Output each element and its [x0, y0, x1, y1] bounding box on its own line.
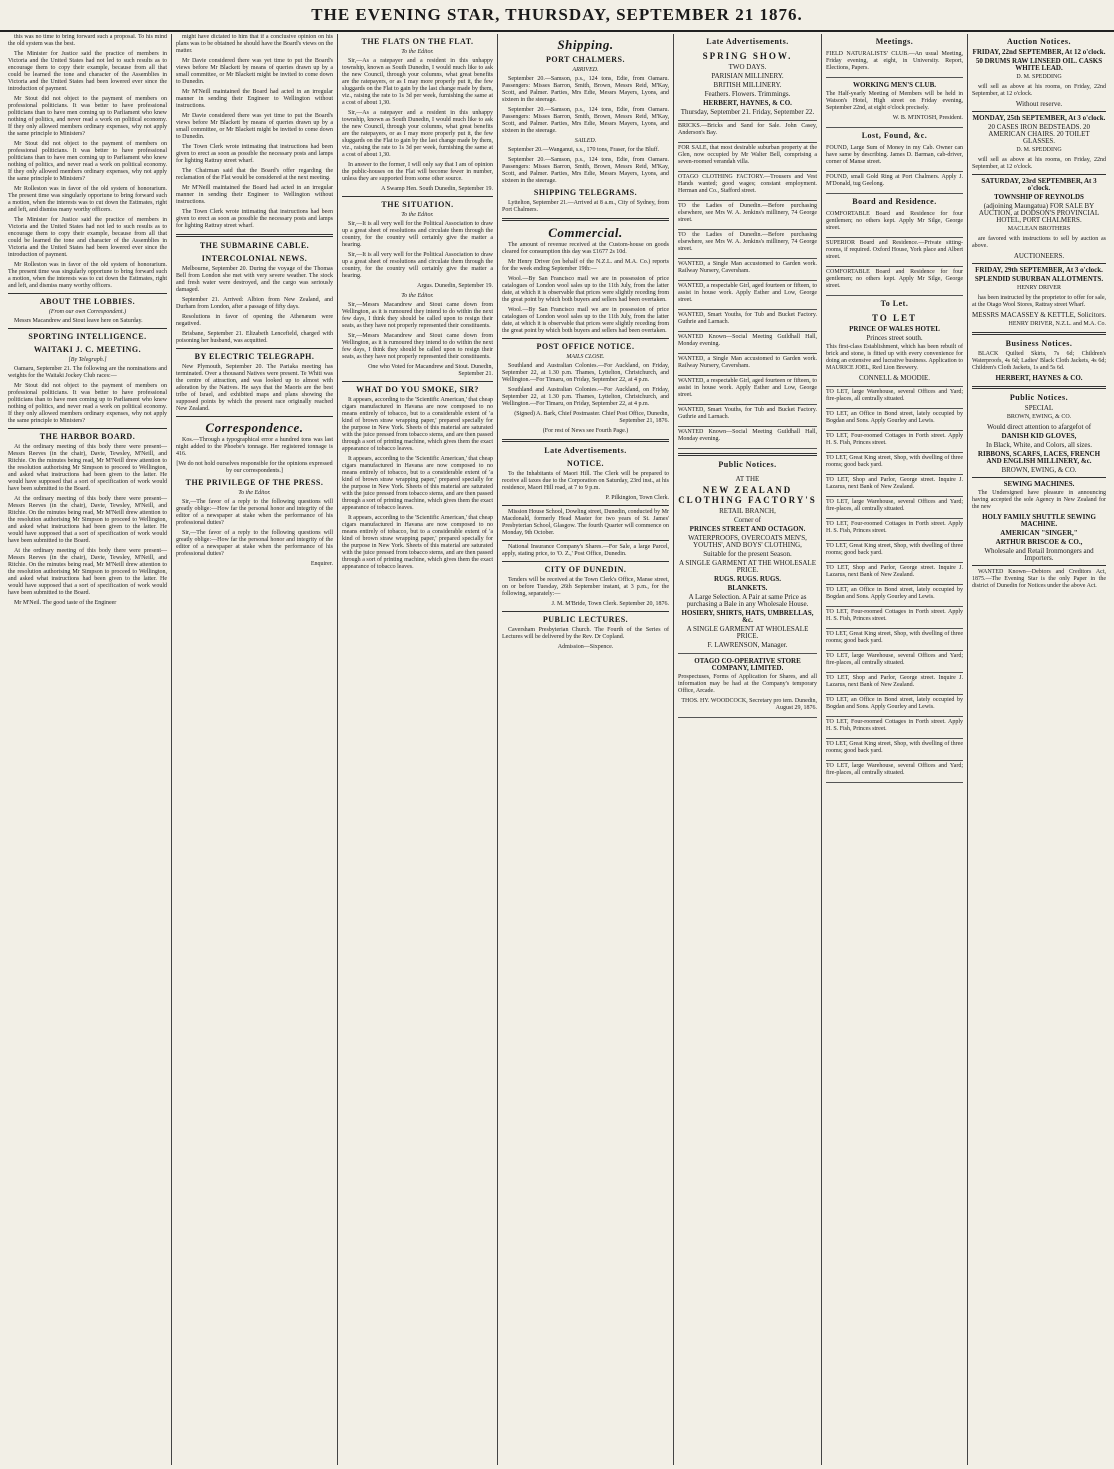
ad-text: has been instructed by the proprietor to offer for sale, at the Otago Wool Stores, Rattray street Wharf. [972, 295, 1106, 308]
advertisement [826, 143, 963, 172]
ad-text: BLACK Quilted Skirts, 7s 6d; Children's Waterproofs, 4s 6d; Ladies' Black Cloth Jackets, 4s 6d; Children's Cloth Jackets, 1s and 5s 6d. [972, 351, 1106, 371]
ad-line: RETAIL BRANCH, [719, 507, 776, 515]
ad-text: TO the Ladies of Dunedin.—Before purchasing elsewhere, see Mrs W. A. Jenkins's millinery, 74 George street. [678, 232, 817, 252]
ad-text: OTAGO CLOTHING FACTORY.—Trousers and Vest Hands wanted; good wages; constant employment. Herman and Co., Stafford street. [678, 174, 817, 194]
auctioneer-name: HENRY DRIVER [1017, 285, 1061, 291]
ad-signoff: THOS. HY. WOODCOCK, Secretary pro tem. Dunedin, August 29, 1876. [681, 698, 817, 711]
ad-text: TO LET, Four-roomed Cottages in Forth street. Apply H. S. Fish, Princes street. [826, 719, 963, 732]
section-heading: THE SITUATION. [381, 200, 454, 209]
notice-signoff: (Signed) A. Bark, Chief Postmaster. Chief Post Office, Dunedin, September 21, 1876. [514, 411, 669, 424]
advertisement [826, 267, 963, 296]
ad-text: WANTED, a respectable Girl, aged fourteen or fifteen, to assist in house work. Apply Esther and Low, George street. [678, 283, 817, 303]
divider [502, 540, 669, 541]
advertisement [678, 427, 817, 449]
masthead-title: THE EVENING STAR, THURSDAY, SEPTEMBER 21 1876. [0, 0, 1114, 32]
ad-headline: BROWN, EWING, & CO. [1006, 414, 1072, 420]
article-paragraph: Sir,—The favor of a reply to the following questions will greatly oblige:—How far the personal honor and integrity of the editor of a newspaper at stake when the performance of his professional duties? [176, 530, 333, 557]
section-heading: NOTICE. [566, 459, 605, 468]
ad-line: HOLY FAMILY SHUTTLE SEWING MACHINE. [982, 513, 1096, 528]
ad-line: (adjoining Maungatua) FOR SALE BY AUCTION, at DODSON'S PROVINCIAL HOTEL, PORT CHALMERS. [978, 202, 1100, 224]
advertisement [826, 651, 963, 673]
auction-date: MONDAY, 25th SEPTEMBER, At 3 o'clock. [972, 114, 1106, 122]
article-paragraph: Mr M'Neill maintained the Board had acted in an irregular manner in sending their Engineer to Wellington without instructions. [176, 185, 333, 205]
article-paragraph: September 20.—Samson, p.s., 124 tons, Edie, from Oamaru. Passengers: Misses Barron, Smith, Brown, Messrs Reid, M'Kay, Scott, and Palmer. Parties, Mrs Edie, Messrs Mayers, Lyons, and sixteen in the steerage. [502, 107, 669, 134]
ad-line: PRINCE OF WALES HOTEL [849, 325, 940, 333]
divider [8, 328, 167, 329]
ad-text: TO LET, large Warehouse, several Offices and Yard; fire-places, all centrally situated. [826, 389, 963, 402]
article-paragraph: Mr Stout did not object to the payment of members on professional politicians. It was better to have professional politicians than to have men coming up to Parliament who knew nothing of politics, and never read a work on political economy. If they only allowed members ordinary expenses, why not apply the same principle to Ministers? [8, 141, 167, 182]
section-heading: INTERCOLONIAL NEWS. [201, 254, 308, 263]
advertisement [678, 310, 817, 332]
ad-text: COMFORTABLE Board and Residence for four gentlemen; no others kept. Apply Mr Silge, George street. [826, 269, 963, 289]
advertisement [678, 405, 817, 427]
auction-lot: 50 DRUMS RAW LINSEED OIL. CASKS WHITE LEAD. [975, 57, 1103, 72]
advertisement [826, 673, 963, 695]
ad-text: WANTED, Smart Youths, for Tub and Bucket Factory. Guthrie and Larnach. [678, 312, 817, 325]
advertisement [678, 281, 817, 310]
advertisement [826, 409, 963, 431]
advertisement [678, 49, 817, 121]
ad-text: TO the Ladies of Dunedin.—Before purchasing elsewhere, see Mrs W. A. Jenkins's millinery, 74 George street. [678, 203, 817, 223]
article-paragraph: Mr Stout did not object to the payment of members on professional politicians. It was better to have professional politicians than to have men coming up to Parliament who knew nothing of politics, and never read a work on political economy. If they only allowed members ordinary expenses, why not apply the same principle to Ministers? [8, 383, 167, 424]
section-heading: Meetings. [875, 37, 914, 46]
article-paragraph: Mission House School, Dowling street, Dunedin, conducted by Mr Macdonald, formerly Head Master for two years of St. James' Presbyterian School, Glasgow. The fourth Quarter will commence on Monday, 9th October. [502, 509, 669, 536]
section-heading: POST OFFICE NOTICE. [536, 342, 635, 351]
article-paragraph: Resolutions in favor of opening the Athenæum were negatived. [176, 314, 333, 327]
ad-line: BRITISH MILLINERY. [713, 81, 782, 89]
ad-line: RUGS. RUGS. RUGS. [713, 575, 782, 583]
advertisement [826, 717, 963, 739]
article-paragraph: this was no time to bring forward such a proposal. To his mind the old system was the best. [8, 34, 167, 47]
advertisement [678, 230, 817, 259]
ad-line: ARTHUR BRISCOE & CO., [995, 538, 1083, 546]
article-paragraph: Sir,—The favor of a reply to the following questions will greatly oblige:—How far the personal honor and integrity of the editor of a newspaper at stake when the performance of his professional duties? [176, 499, 333, 526]
ad-text: TO LET, Shop and Parlor, George street. Inquire J. Lazarus, next Bank of New Zealand. [826, 675, 963, 688]
article-paragraph: To the Inhabitants of Maori Hill. The Clerk will be prepared to receive all taxes due to the Corporation on Saturday, 23rd inst., at his residence, Maori Hill road, at 7 to 9 p.m. [502, 471, 669, 491]
article-paragraph: Sir,—Messrs Macandrew and Stout came down from Wellington, as it is rumoured they intend to do within the next few days, I think they should be called upon to resign their seats, as they have not properly represented their constituents. [342, 333, 493, 360]
ad-text: are favored with instructions to sell by auction as above. [972, 236, 1106, 249]
ad-line: TWO DAYS. [728, 63, 767, 71]
section-heading: BY ELECTRIC TELEGRAPH. [194, 352, 315, 361]
article-paragraph: Mr Davie considered there was yet time to put the Board's views before Mr Blackett by means of queries drawn up by a small committee, or Mr Blackett might be invited to come down to Dunedin. [176, 113, 333, 140]
divider [342, 196, 493, 197]
ad-line: OTAGO CO-OPERATIVE STORE COMPANY, LIMITED. [694, 657, 801, 672]
divider [176, 234, 333, 237]
editor-note: [We do not hold ourselves responsible for the opinions expressed by our correspondents.] [176, 461, 333, 474]
section-heading: Late Advertisements. [706, 37, 789, 46]
ad-line: WORKING MEN'S CLUB. [852, 81, 937, 89]
section-subheading: To the Editor. [238, 490, 271, 496]
advertisement [678, 332, 817, 354]
advertisement [678, 201, 817, 230]
ad-text: FOR SALE, that most desirable suburban property at the Glen, now occupied by Mr Walter Bell, comprising a seven-roomed verandah villa. [678, 145, 817, 165]
ad-line: Corner of [733, 516, 762, 524]
article-paragraph: Kos.—Through a typographical error a hundred tons was last night added to the Phoebe's tonnage. Her registered tonnage is 416. [176, 437, 333, 457]
divider [972, 386, 1106, 389]
section-heading: ABOUT THE LOBBIES. [39, 297, 136, 306]
ad-text: TO LET, an Office in Bond street, lately occupied by Bogdan and Sons. Apply Gourley and Lewis. [826, 697, 963, 710]
section-heading: Lost, Found, &c. [861, 131, 928, 140]
article-paragraph: Mr Henry Driver (on behalf of the N.Z.L. and M.A. Co.) reports for the week ending September 19th:— [502, 259, 669, 272]
ad-line: Suitable for the present Season. [703, 550, 792, 558]
article-paragraph: Mr Davie considered there was yet time to put the Board's views before Mr Blackett by means of queries drawn up by a small committee, or Mr Blackett might be invited to come down to Dunedin. [176, 58, 333, 85]
ad-text: COMFORTABLE Board and Residence for four gentlemen; no others kept. Apply Mr Silge, George street. [826, 211, 963, 231]
article-paragraph: The Town Clerk wrote intimating that instructions had been given to erect as soon as possible the necessary posts and lamps for lighting Rattray street wharf. [176, 209, 333, 229]
divider [972, 565, 1106, 566]
section-heading: THE PRIVILEGE OF THE PRESS. [185, 478, 324, 487]
section-subheading: (From our own Correspondent.) [48, 309, 127, 315]
ad-headline: NEW ZEALAND CLOTHING FACTORY'S [678, 485, 817, 505]
auction-lot: 20 CASES IRON BEDSTEADS. 20 AMERICAN CHAIRS. 20 TOILET GLASSES. [987, 123, 1091, 145]
ad-headline: TO LET [871, 313, 918, 323]
article-paragraph: Admission—Sixpence. [557, 644, 614, 650]
article-paragraph: Oamaru, September 21. The following are the nominations and weights for the Waitaki Jockey Club races:— [8, 366, 167, 379]
ad-signoff: W. B. M'INTOSH, President. [892, 115, 963, 121]
ad-text: will sell as above at his rooms, on Friday, 22nd September, at 12 o'clock. [972, 157, 1106, 170]
ad-line: F. LAWRENSON, Manager. [707, 641, 788, 649]
article-paragraph: September 21. Arrived: Albion from New Zealand, and Durham from London, after a passage of fifty days. [176, 297, 333, 310]
divider [176, 348, 333, 349]
article-paragraph: Sir,—As a ratepayer and a resident in this unhappy township, known as South Dunedin, I would much like to ask the new Council, through your columns, what great benefits are the ratepayers, or as I may more properly put it, the few sluggards on the Flat to gain by the last change made by them, viz., raising the rate to 1s 3d per week, furnishing the same at a cost of about 1,30. [342, 110, 493, 158]
article-paragraph: Melbourne, September 20. During the voyage of the Thomas Bell from London she met with very severe weather. The stock and fresh water were destroyed, and the cargo was seriously damaged. [176, 266, 333, 293]
section-heading: CITY OF DUNEDIN. [544, 565, 627, 574]
notice-signoff: J. M. M'Bride, Town Clerk. September 20, 1876. [551, 601, 669, 607]
advertisement [826, 563, 963, 585]
advertisement [678, 354, 817, 376]
ad-line: A Large Selection. A Pair at same Price as purchasing a Bale in any Wholesale House. [686, 593, 809, 608]
ad-line: CONNELL & MOODIE. [858, 374, 931, 382]
ad-line: BROWN, EWING, & CO. [1001, 466, 1077, 474]
advertisement [678, 376, 817, 405]
ad-text: TO LET, an Office in Bond street, lately occupied by Bogdan and Sons. Apply Gourley and Lewis. [826, 411, 963, 424]
advertisement [826, 431, 963, 453]
section-heading: PORT CHALMERS. [545, 55, 626, 64]
article-paragraph: Mr M'Neill maintained the Board had acted in an irregular manner in sending their Engineer to Wellington without instructions. [176, 89, 333, 109]
ad-text: TO LET, an Office in Bond street, lately occupied by Bogdan and Sons. Apply Gourley and Lewis. [826, 587, 963, 600]
article-paragraph: Sir,—As a ratepayer and a resident in this unhappy township, known as South Dunedin, I would much like to ask the new Council, through your columns, what great benefits are the ratepayers, or as I may more properly put it, the few sluggards on the Flat to gain by the last change made by them, viz., raising the rate to 1s 3d per week, furnishing the same at a cost of about 1,30. [342, 58, 493, 106]
divider [342, 381, 493, 382]
ad-line: Wholesale and Retail Ironmongers and Importers. [984, 547, 1094, 562]
article-paragraph: Southland and Australian Colonies.—For Auckland, on Friday, September 22, at 1.30 p.m. Thames, Lyttelton, Christchurch, and Wellington.—For Timaru, on Friday, September 22, at 4 p.m. [502, 363, 669, 383]
article-paragraph: Lyttelton, September 21.—Arrived at 8 a.m., City of Sydney, from Port Chalmers. [502, 200, 669, 213]
advertisement [826, 541, 963, 563]
ad-text: Prospectuses, Forms of Application for Shares, and all information may be had at the Company's temporary Office, Arcade. [678, 674, 817, 694]
column-6 [822, 34, 968, 1465]
ad-text: TO LET, large Warehouse, several Offices and Yard; fire-places, all centrally situated. [826, 499, 963, 512]
article-paragraph: Caversham Presbyterian Church. The Fourth of the Series of Lectures will be delivered by the Rev. Dr Copland. [502, 627, 669, 640]
ad-line: In Black, White, and Colors, all sizes. [985, 441, 1092, 449]
article-paragraph: Messrs Macandrew and Stout leave here on Saturday. [14, 318, 143, 324]
ad-line: Would direct attention to afargefot of [986, 423, 1092, 431]
section-heading: To Let. [880, 299, 909, 308]
article-paragraph: In answer to the former, I will only say that I am of opinion the public-houses on the Flat will become fewer in number, unless they are supported from some other source. [342, 162, 493, 182]
ad-text: TO LET, large Warehouse, several Offices and Yard; fire-places, all centrally situated. [826, 653, 963, 666]
section-heading: Auction Notices. [1007, 37, 1071, 46]
ad-text: The Undersigned have pleasure in announcing having accepted the sole Agency in New Zealand for the new [972, 490, 1106, 510]
article-paragraph: Tenders will be received at the Town Clerk's Office, Manse street, on or before Tuesday, 26th September instant, at 3 p.m., for the following, separately:— [502, 577, 669, 597]
section-subheading: To the Editor. [401, 212, 434, 218]
section-subheading: To the Editor. [401, 293, 434, 299]
auction-date: SATURDAY, 23rd SEPTEMBER, At 3 o'clock. [981, 177, 1097, 192]
ad-line: HOSIERY, SHIRTS, HATS, UMBRELLAS, &c. [681, 609, 814, 624]
article-paragraph: Mr Rolleston was in favor of the old system of honorarium. The present time was singularly opportune to bring forward such a motion, when the interests was to cut down the Estimates, right and left, and dismiss many worthy officers. [8, 186, 167, 213]
article-paragraph: Mr M'Neil. The good taste of the Engineer [14, 600, 117, 606]
advertisement [826, 238, 963, 267]
section-heading: THE SUBMARINE CABLE. [199, 241, 310, 250]
section-heading: Public Notices. [718, 460, 777, 469]
column-7 [968, 34, 1110, 1465]
advertisement [826, 739, 963, 761]
article-paragraph: National Insurance Company's Shares.—For Sale, a large Parcel, apply, stating price, to 'O. Z.,' Post Office, Dunedin. [502, 544, 669, 557]
section-heading: PUBLIC LECTURES. [542, 615, 629, 624]
ad-text: WANTED, a respectable Girl, aged fourteen or fifteen, to assist in house work. Apply Esther and Low, George street. [678, 378, 817, 398]
section-heading: THE HARBOR BOARD. [39, 432, 136, 441]
article-paragraph: It appears, according to the 'Scientific American,' that cheap cigars manufactured in Havana are now composed to no means entirely of tobacco, but to a considerable extent of 'a kind of brown straw wrapping paper,' prepared specially for the purpose in New York. Sheets of this material are saturated with the juice pressed from tobacco stems, and are then passed through a sort of printing machine, which gives them the exact appearance of tobacco leaves. [342, 456, 493, 511]
ad-line: SPECIAL [1024, 404, 1054, 412]
article-paragraph: September 20.—Samson, p.s., 124 tons, Edie, from Oamaru. Passengers: Misses Barron, Smith, Brown, Messrs Reid, M'Kay, Scott, and Palmer. Parties, Mrs Edie, Messrs Mayers, Lyons, and sixteen in the steerage. [502, 157, 669, 184]
ad-line: WATERPROOFS, OVERCOATS MEN'S, YOUTHS', AND BOYS' CLOTHING, [688, 534, 807, 549]
article-paragraph: New Plymouth, September 20. The Pariaka meeting has terminated. Over a thousand Natives were present. Te Whiti was the centre of attraction, and was looked up to almost with adoration by the Natives. He says that the Maoris are the best tribe of Israel, and exhibited maps and plans showing the supposed points by which the present race originally reached New Zealand. [176, 364, 333, 412]
advertisement [826, 629, 963, 651]
advertisement [678, 121, 817, 143]
editor-note: (For rest of News see Fourth Page.) [542, 428, 629, 434]
ad-text: BRICKS.—Bricks and Sand for Sale. John Casey, Anderson's Bay. [678, 123, 817, 136]
article-paragraph: It appears, according to the 'Scientific American,' that cheap cigars manufactured in Havana are now composed to no means entirely of tobacco, but to a considerable extent of 'a kind of brown straw wrapping paper,' prepared specially for the purpose in New York. Sheets of this material are saturated with the juice pressed from tobacco stems, and are then passed through a sort of printing machine, which gives them the exact appearance of tobacco leaves. [342, 515, 493, 570]
ad-line: MESSRS MACASSEY & KETTLE, Solicitors. [972, 311, 1106, 319]
auction-date: FRIDAY, 22nd SEPTEMBER, At 12 o'clock. [972, 48, 1106, 56]
article-paragraph: Brisbane, September 21. Elizabeth Lencefield, charged with poisoning her husband, was acquitted. [176, 331, 333, 344]
ad-line: A SINGLE GARMENT AT THE WHOLESALE PRICE. [679, 559, 816, 574]
article-paragraph: At the ordinary meeting of this body there were present—Messrs Reeves (in the chair), Davie, Tewsley, M'Neill, and Ritchie. On the minutes being read, Mr M'Neill drew attention to the resolution authorising Mr Simpson to proceed to Wellington, and asked what instructions had been given to the latter. He would have supposed that a sort of specification of work would have been submitted to the Board. [8, 496, 167, 544]
section-heading: SPORTING INTELLIGENCE. [28, 332, 147, 341]
advertisement [678, 654, 817, 718]
advertisement [678, 259, 817, 281]
ad-line: AMERICAN "SINGER," [1000, 529, 1078, 537]
section-subheading: [By Telegraph.] [68, 357, 107, 363]
ad-text: WANTED Known—Debtors and Creditors Act, 1875.—The Evening Star is the only Paper in the district of Dunedin for Notices under the above Act. [972, 569, 1106, 589]
article-paragraph: At the ordinary meeting of this body there were present—Messrs Reeves (in the chair), Davie, Tewsley, M'Neill, and Ritchie. On the minutes being read, Mr M'Neill drew attention to the resolution authorising Mr Simpson to proceed to Wellington, and asked what instructions had been given to the latter. He would have supposed that a sort of specification of work would have been submitted to the Board. [8, 444, 167, 492]
section-subheading: MAILS CLOSE. [566, 354, 605, 360]
divider [972, 111, 1106, 112]
section-heading: Public Notices. [1009, 393, 1069, 402]
article-paragraph: At the ordinary meeting of this body there were present—Messrs Reeves (in the chair), Davie, Tewsley, M'Neill, and Ritchie. On the minutes being read, Mr M'Neill drew attention to the resolution authorising Mr Simpson to proceed to Wellington, and asked what instructions had been given to the latter. He would have supposed that a sort of specification of work would have been submitted to the Board. [8, 548, 167, 596]
advertisement [826, 497, 963, 519]
ad-line: Thursday, September 21. Friday, September 22. [680, 108, 815, 116]
divider [972, 174, 1106, 175]
divider [502, 439, 669, 442]
article-paragraph: The Chairman said that the Board's offer regarding the reclamation of the Flat would be considered at the next meeting. [176, 168, 333, 181]
divider [972, 477, 1106, 478]
divider [502, 338, 669, 339]
article-paragraph: Wool.—By San Francisco mail we are in possession of price catalogues of London wool sales up to the 11th July, from the latter date, at which it is observable that prices were slightly receding from the great point by which both buyers and sellers had been overtaken. [502, 307, 669, 334]
article-paragraph: The amount of revenue received at the Custom-house on goods cleared for consumption this day was £1677 2s 10d. [502, 242, 669, 255]
divider [8, 293, 167, 294]
section-heading: SHIPPING TELEGRAMS. [533, 188, 638, 197]
ad-text: WANTED, Smart Youths, for Tub and Bucket Factory. Guthrie and Larnach. [678, 407, 817, 420]
section-heading: Board and Residence. [852, 197, 937, 206]
advertisement [826, 695, 963, 717]
ad-line: DANISH KID GLOVES, [1001, 432, 1077, 440]
ad-line: AT THE [735, 475, 760, 483]
ad-line: HERBERT, HAYNES & CO. [995, 374, 1083, 382]
advertisement [826, 475, 963, 497]
ad-signoff: HENRY DRIVER, N.Z.L. and M.A. Co. [1008, 321, 1106, 327]
divider [176, 416, 333, 417]
section-heading: Business Notices. [1005, 339, 1073, 348]
article-paragraph: Sir,—It is all very well for the Political Association to draw up a great sheet of resolutions and circulate them through the country, for the country will certainly give the matter a hearing. [342, 252, 493, 279]
column-4 [498, 34, 674, 1465]
ad-text: TO LET, Four-roomed Cottages in Forth street. Apply H. S. Fish, Princes street. [826, 521, 963, 534]
ad-line: BLANKETS. [727, 584, 768, 592]
ad-text: TO LET, Great King street, Shop, with dwelling of three rooms; good back yard. [826, 455, 963, 468]
section-heading: Correspondence. [205, 420, 304, 435]
ad-text: TO LET, Great King street, Shop, with dwelling of three rooms; good back yard. [826, 543, 963, 556]
article-paragraph: Southland and Australian Colonies.—For Auckland, on Friday, September 22, at 1.30 p.m. Thames, Lyttelton, Christchurch, and Wellington.—For Timaru, on Friday, September 22, at 4 p.m. [502, 387, 669, 407]
clothing-factory-ad [678, 472, 817, 654]
ad-text: SUPERIOR Board and Residence.—Private sitting-rooms, if required. Oxford House, York place and Albert street. [826, 240, 963, 260]
advertisement [678, 172, 817, 201]
column-container [4, 34, 1110, 1465]
ad-text: WANTED Known—Social Meeting Guildhall Hall, Monday evening. [678, 429, 817, 442]
ad-headline: SPRING SHOW. [702, 51, 793, 61]
ad-text: TO LET, Great King street, Shop, with dwelling of three rooms; good back yard. [826, 741, 963, 754]
section-heading: WAITAKI J. C. MEETING. [33, 345, 142, 354]
ad-text: TO LET, Four-roomed Cottages in Forth street. Apply H. S. Fish, Princes street. [826, 433, 963, 446]
auctioneer-name: MACLEAN BROTHERS [1007, 226, 1071, 232]
hotel-advertisement [826, 311, 963, 387]
ad-line: PRINCES STREET AND OCTAGON. [689, 525, 806, 533]
article-paragraph: The Town Clerk wrote intimating that instructions had been given to erect as soon as possible the necessary posts and lamps for lighting Rattray street wharf. [176, 144, 333, 164]
article-paragraph: might have dictated to him that if a conclusive opinion on his plans was to be obtained he should have the Board's views on the matter. [176, 34, 333, 54]
article-paragraph: Mr Stout did not object to the payment of members on professional politicians. It was better to have professional politicians than to have men coming up to Parliament who knew nothing of politics, and never read a work on political economy. If they only allowed members ordinary expenses, why not apply the same principle to Ministers? [8, 96, 167, 137]
section-heading: THE FLATS ON THE FLAT. [361, 37, 474, 46]
article-paragraph: The Minister for Justice said the practice of members in Victoria and the United States had not led to such results as to encourage them to copy their example, because from all that could be learned the tone and character of the Assemblies in Victoria and the United States had been lowered ever since the introduction of payment. [8, 217, 167, 258]
ad-text: WANTED, a Single Man accustomed to Garden work. Railway Nursery, Caversham. [678, 261, 817, 274]
ad-line: HERBERT, HAYNES, & CO. [703, 99, 792, 107]
advertisement [826, 172, 963, 194]
divider [972, 332, 1106, 335]
ad-text: FOUND, Large Sum of Money in my Cab. Owner can have same by describing. James D. Barman, cab-driver, corner of Manse street. [826, 145, 963, 165]
article-paragraph: Mr Rolleston was in favor of the old system of honorarium. The present time was singularly opportune to bring forward such a motion, when the interests was to cut down the Estimates, right and left, and dismiss many worthy officers. [8, 262, 167, 289]
column-2 [172, 34, 338, 1465]
ad-text: This first-class Establishment, which has been rebuilt of brick and stone, is fitted up with every convenience for doing an extensive and lucrative business. Application to MAURICE JOEL, Red Lion Brewery. [826, 344, 963, 371]
ad-line: A SINGLE GARMENT AT WHOLESALE PRICE. [686, 625, 809, 640]
advertisement [826, 49, 963, 78]
ad-line: Princes street south. [866, 334, 923, 342]
section-heading: WHAT DO YOU SMOKE, SIR? [356, 385, 479, 394]
advertisement [826, 453, 963, 475]
divider [502, 218, 669, 221]
advertisement [826, 209, 963, 238]
auctioneer-name: D. M. SPEDDING [1016, 147, 1062, 153]
ad-line: AUCTIONEERS. [1013, 252, 1065, 260]
ad-text: FIELD NATURALISTS' CLUB.—An usual Meeting, Friday evening, at eight, in University. Report, Elections, Papers. [826, 51, 963, 71]
ad-line: PARISIAN MILLINERY. [711, 72, 784, 80]
ad-line: Without reserve. [1015, 100, 1063, 108]
ad-text: FOUND, small Gold Ring at Port Chalmers. Apply J. M'Donald, tug Geelong. [826, 174, 963, 187]
letter-signoff: One who Voted for Macandrew and Stout. Dunedin, September 21. [368, 364, 493, 377]
column-1 [4, 34, 172, 1465]
ad-text: TO LET, Four-roomed Cottages in Forth street. Apply H. S. Fish, Princes street. [826, 609, 963, 622]
advertisement [678, 143, 817, 172]
ad-text: The Half-yearly Meeting of Members will be held in Watson's Hotel, High street on Friday evening, September 22nd, at eight o'clock precisely. [826, 91, 963, 111]
section-subheading: ARRIVED. [572, 67, 599, 73]
ad-line: SPLENDID SUBURBAN ALLOTMENTS. [974, 275, 1104, 283]
divider [972, 263, 1106, 264]
ad-line: SEWING MACHINES. [1003, 480, 1075, 488]
ad-text: WANTED, a Single Man accustomed to Garden work. Railway Nursery, Caversham. [678, 356, 817, 369]
advertisement [826, 387, 963, 409]
article-paragraph: September 20.—Samson, p.s., 124 tons, Edie, from Oamaru. Passengers: Misses Barron, Smith, Brown, Messrs Reid, M'Kay, Scott, and Palmer. Parties, Mrs Edie, Messrs Mayers, Lyons, and sixteen in the steerage. [502, 76, 669, 103]
ad-line: Feathers. Flowers. Trimmings. [704, 90, 791, 98]
ad-text: TO LET, large Warehouse, several Offices and Yard; fire-places, all centrally situated. [826, 763, 963, 776]
advertisement [826, 585, 963, 607]
ad-line: TOWNSHIP OF REYNOLDS [994, 193, 1084, 201]
article-paragraph: Sir,—It is all very well for the Political Association to draw up a great sheet of resolutions and circulate them through the country, for the country will certainly give the matter a hearing. [342, 221, 493, 248]
ad-text: WANTED Known—Social Meeting Guildhall Hall, Monday evening. [678, 334, 817, 347]
ad-text: TO LET, Great King street, Shop, with dwelling of three rooms; good back yard. [826, 631, 963, 644]
section-heading: Commercial. [548, 225, 623, 240]
letter-signoff: A Swamp Hen. South Dunedin, September 19. [381, 186, 493, 192]
divider [502, 611, 669, 612]
article-paragraph: It appears, according to the 'Scientific American,' that cheap cigars manufactured in Havana are now composed to no means entirely of tobacco, but to a considerable extent of 'a kind of brown straw wrapping paper,' prepared specially for the purpose in New York. Sheets of this material are saturated with the juice pressed from tobacco stems, and are then passed through a sort of printing machine, which gives them the exact appearance of tobacco leaves. [342, 397, 493, 452]
article-paragraph: Sir,—Messrs Macandrew and Stout came down from Wellington, as it is rumoured they intend to do within the next few days, I think they should be called upon to resign their seats, as they have not properly represented their constituents. [342, 302, 493, 329]
ad-text: will sell as above at his rooms, on Friday, 22nd September, at 12 o'clock. [972, 84, 1106, 97]
auctioneer-name: D. M. SPEDDING [1016, 74, 1062, 80]
letter-signoff: Argus. Dunedin, September 19. [417, 283, 493, 289]
advertisement [826, 607, 963, 629]
advertisement [826, 78, 963, 128]
notice-signoff: P. Pilkington, Town Clerk. [605, 495, 669, 501]
ad-text: TO LET, Shop and Parlor, George street. Inquire J. Lazarus, next Bank of New Zealand. [826, 565, 963, 578]
divider [678, 453, 817, 456]
article-paragraph: Wool.—By San Francisco mail we are in possession of price catalogues of London wool sales up to the 11th July, from the latter date, at which it is observable that prices were slightly receding from the great point by which both buyers and sellers had been overtaken. [502, 276, 669, 303]
section-subheading: SAILED. [574, 138, 597, 144]
divider [8, 428, 167, 429]
letter-signoff: Enquirer. [310, 561, 333, 567]
column-3 [338, 34, 498, 1465]
divider [502, 505, 669, 506]
article-paragraph: The Minister for Justice said the practice of members in Victoria and the United States had not led to such results as to encourage them to copy their example, because from all that could be learned the tone and character of the Assemblies in Victoria and the United States had been lowered ever since the introduction of payment. [8, 51, 167, 92]
ad-text: TO LET, Shop and Parlor, George street. Inquire J. Lazarus, next Bank of New Zealand. [826, 477, 963, 490]
advertisement [826, 519, 963, 541]
section-heading: Late Advertisements. [544, 446, 627, 455]
ad-line: RIBBONS, SCARFS, LACES, FRENCH AND ENGLISH MILLINERY, &c. [977, 450, 1101, 465]
section-heading: Shipping. [557, 37, 614, 52]
divider [502, 561, 669, 562]
advertisement [826, 761, 963, 783]
section-subheading: To the Editor. [401, 49, 434, 55]
auction-date: FRIDAY, 29th SEPTEMBER, At 3 o'clock. [975, 266, 1103, 274]
column-5 [674, 34, 822, 1465]
article-paragraph: September 20.—Wanganui, s.s., 170 tons, Fraser, for the Bluff. [508, 147, 660, 153]
